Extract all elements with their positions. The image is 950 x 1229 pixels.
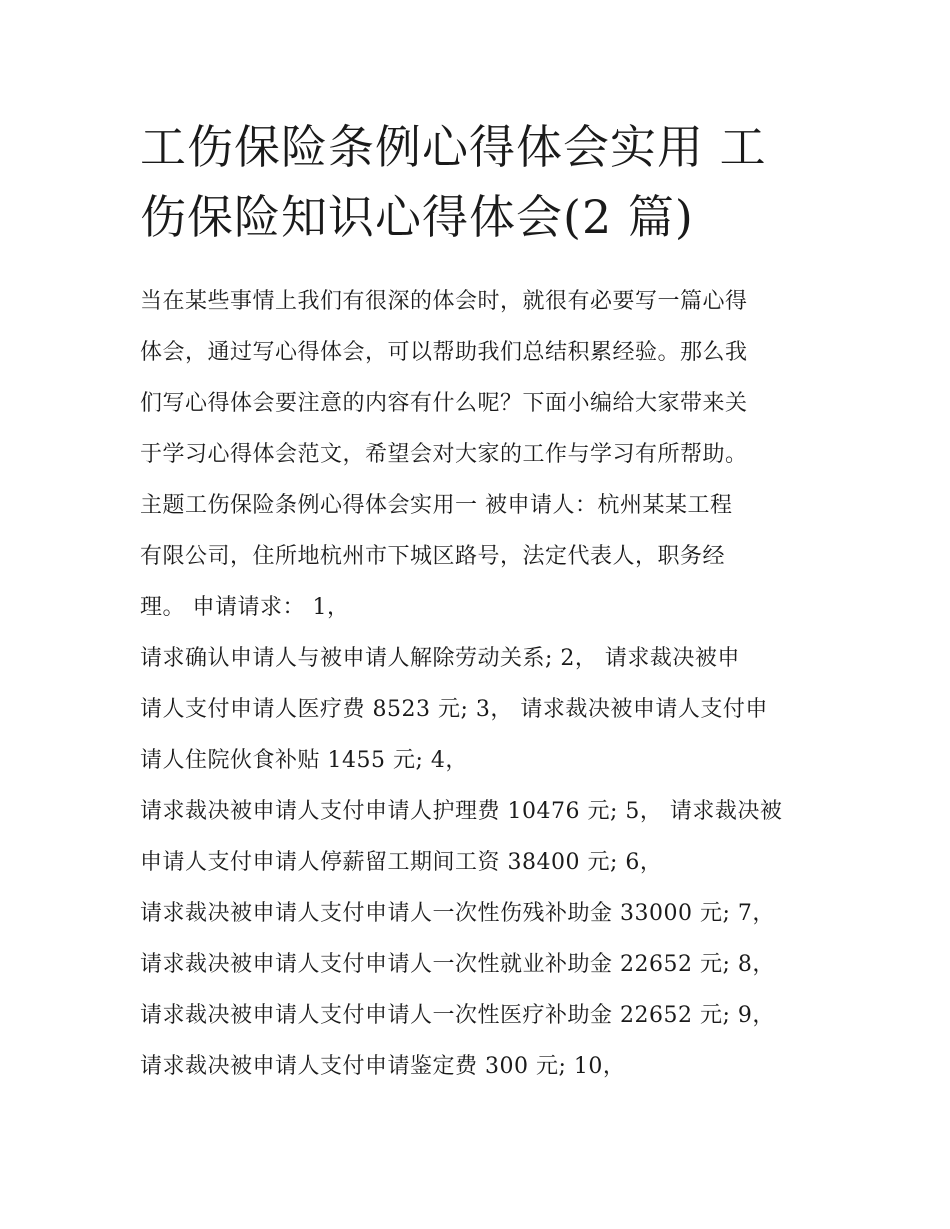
body-line: 请求裁决被申请人支付申请人一次性伤残补助金 33000 元; 7，: [140, 901, 775, 926]
document-body: [140, 276, 820, 1092]
body-line: 体会，通过写心得体会，可以帮助我们总结积累经验。那么我: [140, 340, 748, 365]
body-line: 请求确认申请人与被申请人解除劳动关系; 2， 请求裁决被申: [140, 646, 740, 671]
body-line: 请求裁决被申请人支付申请人一次性医疗补助金 22652 元; 9，: [140, 1003, 775, 1028]
body-line: 于学习心得体会范文，希望会对大家的工作与学习有所帮助。: [140, 442, 748, 467]
title-line-2: 伤保险知识心得体会(2 篇): [140, 190, 694, 244]
title-line-1: 工伤保险条例心得体会实用 工: [140, 120, 767, 174]
body-line: 当在某些事情上我们有很深的体会时，就很有必要写一篇心得: [140, 289, 748, 314]
body-line: 请人住院伙食补贴 1455 元; 4，: [140, 748, 468, 773]
document-title: [140, 112, 820, 252]
body-line: 主题工伤保险条例心得体会实用一 被申请人：杭州某某工程: [140, 493, 733, 518]
body-line: 请求裁决被申请人支付申请人护理费 10476 元; 5， 请求裁决被: [140, 799, 783, 824]
body-line: 请人支付申请人医疗费 8523 元; 3， 请求裁决被申请人支付申: [140, 697, 768, 722]
body-line: 有限公司，住所地杭州市下城区路号，法定代表人，职务经: [140, 544, 726, 569]
body-line: 请求裁决被申请人支付申请鉴定费 300 元; 10，: [140, 1054, 626, 1079]
body-line: 申请人支付申请人停薪留工期间工资 38400 元; 6，: [140, 850, 663, 875]
body-line: 理。 申请请求： 1，: [140, 595, 350, 620]
body-line: 请求裁决被申请人支付申请人一次性就业补助金 22652 元; 8，: [140, 952, 775, 977]
body-line: 们写心得体会要注意的内容有什么呢？下面小编给大家带来关: [140, 391, 748, 416]
